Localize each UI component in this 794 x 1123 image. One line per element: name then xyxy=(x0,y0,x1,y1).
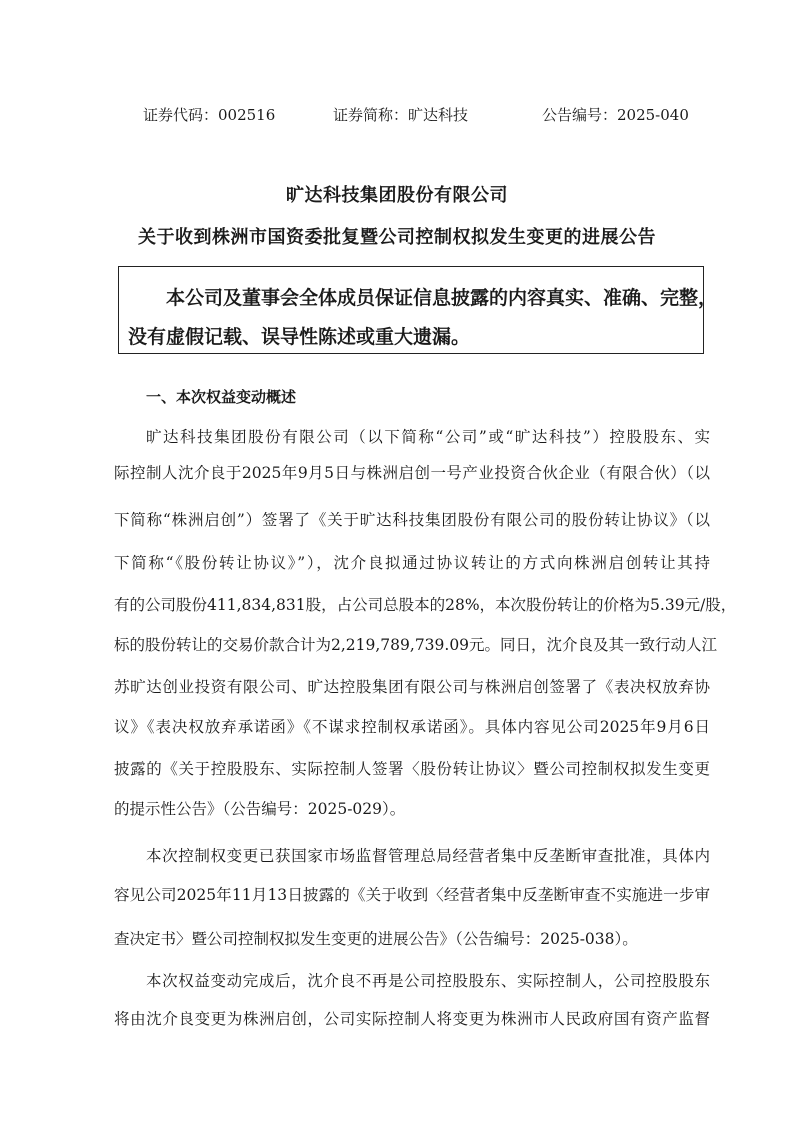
paragraph-line: 际控制人沈介良于2025年9月5日与株洲启创一号产业投资合伙企业（有限合伙）（以 xyxy=(114,464,710,482)
paragraph-line: 旷达科技集团股份有限公司（以下简称“公司”或“旷达科技”）控股股东、实 xyxy=(146,428,710,446)
paragraph-line: 有的公司股份411,834,831股，占公司总股本的28%，本次股份转让的价格为5.39元/股， xyxy=(114,596,737,614)
paragraph-line: 容见公司2025年11月13日披露的《关于收到〈经营者集中反垄断审查不实施进一步审 xyxy=(114,886,710,904)
disclosure-statement-box xyxy=(118,266,718,354)
paragraph-line: 苏旷达创业投资有限公司、旷达控股集团有限公司与株洲启创签署了《表决权放弃协 xyxy=(114,678,710,696)
paragraph-line: 下简称“株洲启创”）签署了《关于旷达科技集团股份有限公司的股份转让协议》（以 xyxy=(114,511,710,529)
stock-code: 证券代码：002516 xyxy=(143,106,276,124)
paragraph-line: 本次控制权变更已获国家市场监督管理总局经营者集中反垄断审查批准，具体内 xyxy=(146,847,710,865)
document-header xyxy=(0,104,794,128)
paragraph-line: 查决定书〉暨公司控制权拟发生变更的进展公告》（公告编号：2025-038）。 xyxy=(114,930,638,948)
paragraph-line: 下简称“《股份转让协议》”），沈介良拟通过协议转让的方式向株洲启创转让其持 xyxy=(114,554,710,572)
company-title: 旷达科技集团股份有限公司 xyxy=(286,185,508,206)
notice-number: 公告编号：2025-040 xyxy=(542,106,689,124)
paragraph-line: 议》《表决权放弃承诺函》《不谋求控制权承诺函》。具体内容见公司2025年9月6日 xyxy=(114,718,710,736)
statement-line-1: 本公司及董事会全体成员保证信息披露的内容真实、准确、完整， xyxy=(166,287,718,309)
paragraph-line: 标的股份转让的交易价款合计为2,219,789,739.09元。同日，沈介良及其一致行动人江 xyxy=(114,636,718,654)
statement-line-2: 没有虚假记载、误导性陈述或重大遗漏。 xyxy=(128,326,471,348)
stock-short-name: 证券简称：旷达科技 xyxy=(333,106,469,124)
paragraph-line: 披露的《关于控股股东、实际控制人签署〈股份转让协议〉暨公司控制权拟发生变更 xyxy=(114,760,710,778)
paragraph-line: 将由沈介良变更为株洲启创，公司实际控制人将变更为株洲市人民政府国有资产监督 xyxy=(114,1010,710,1028)
paragraph-line: 的提示性公告》（公告编号：2025-029）。 xyxy=(114,800,406,818)
section-heading: 一、本次权益变动概述 xyxy=(146,388,297,406)
announcement-title: 关于收到株洲市国资委批复暨公司控制权拟发生变更的进展公告 xyxy=(138,227,656,248)
paragraph-line: 本次权益变动完成后，沈介良不再是公司控股股东、实际控制人，公司控股股东 xyxy=(146,972,710,990)
